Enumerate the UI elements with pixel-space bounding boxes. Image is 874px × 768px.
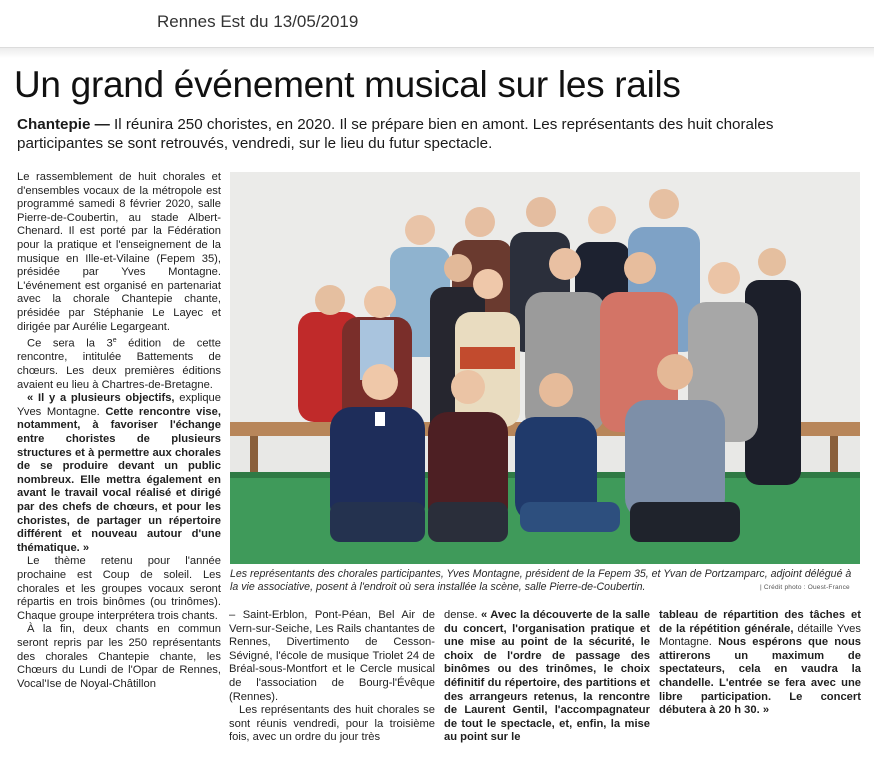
article-lead (17, 115, 847, 153)
paragraph: Ce sera la 3e édition de cette rencontre, intitulée Battements de chœurs. Les deux premières éditions avaient eu lieu à Chartres-de-Bretagne. (17, 337, 221, 391)
source-header (0, 0, 874, 48)
paragraph: Le thème retenu pour l'année prochaine est Coup de soleil. Les chorales et les groupes vocaux seront répartis en trois binômes (ou trinômes). Chaque groupe interprétera trois chants. (17, 555, 221, 622)
text-column-1 (17, 171, 221, 691)
header-divider (0, 48, 874, 58)
paragraph: – Saint-Erblon, Pont-Péan, Bel Air de Vern-sur-Seiche, Les Rails chantantes de Rennes, Divertimento de Cesson-Sévigné, l'école de musique Triolet 24 de Bréal-sous-Montfort et le Cercle musical de l'association de Bourg-l'Évêque (Rennes). (229, 609, 435, 703)
text-column-4 (659, 609, 861, 718)
paragraph: Les représentants des huit chorales se sont réunis vendredi, pour la troisième fois, avec un ordre du jour très (229, 704, 435, 744)
photo-caption: Les représentants des chorales participantes, Yves Montagne, président de la Fepem 35, et Yvan de Portzamparc, adjoint délégué à la vie associative, posent à l'endroit où sera installée la scène, salle Pierre-de-Coubertin. (230, 568, 852, 593)
source-label: Rennes Est du 13/05/2019 (157, 12, 359, 31)
paragraph: dense. « Avec la découverte de la salle du concert, l'organisation pratique et une mise au point de la sécurité, le choix de l'ordre de passage des binômes ou des trinômes, le choix définitif du répertoire, des partitions et des arrangeurs retenus, la rencontre de Laurent Gentil, l'accompagnateur de tout le spectacle, et, enfin, la mise au point sur le (444, 609, 650, 744)
paragraph: « Il y a plusieurs objectifs, explique Yves Montagne. Cette rencontre vise, notamment, à favoriser l'échange entre choristes de plusieurs structures et à permettre aux chorales de se produire devant un public nombreux. Elle mettra également en avant le travail vocal réalisé et dirigé par des chefs de chœurs, et pour les choristes, de partager un répertoire différent et nouveau autour d'une thématique. » (17, 392, 221, 554)
lead-place: Chantepie — (17, 116, 110, 133)
lead-text: Il réunira 250 choristes, en 2020. Il se prépare bien en amont. Les représentants des huit chorales participantes se sont retrouvés, vendredi, sur le lieu du futur spectacle. (17, 116, 774, 152)
article-headline: Un grand événement musical sur les rails (14, 64, 681, 105)
text-column-3 (444, 609, 650, 745)
paragraph: Le rassemblement de huit chorales et d'ensembles vocaux de la métropole est programmé samedi 8 février 2020, salle Pierre-de-Coubertin, au stade Albert-Chenard. Il est porté par la Fédération pour la pratique et l'enseignement de la musique en Ille-et-Vilaine (Fepem 35), présidée par Yves Montagne. L'événement est organisé en partenariat avec la chorale Chantepie chante, présidée par Stéphanie Le Layec et dirigée par Aurélie Legargeant. (17, 171, 221, 333)
photo-credit: | Crédit photo : Ouest-France (760, 584, 850, 591)
paragraph: tableau de répartition des tâches et de la répétition générale, détaille Yves Montagne. Nous espérons que nous attirerons un maximum de spectateurs, cela en vaudra la chandelle. L'entrée se fera avec une libre participation. Le concert débutera à 20 h 30. » (659, 609, 861, 717)
paragraph: À la fin, deux chants en commun seront repris par les 250 représentants des chorales Chantepie chante, les Chœurs du Lundi de l'Opar de Rennes, Vocal'Ise de Noyal-Châtillon (17, 623, 221, 690)
group-photo (230, 172, 860, 564)
text-column-2 (229, 609, 435, 745)
